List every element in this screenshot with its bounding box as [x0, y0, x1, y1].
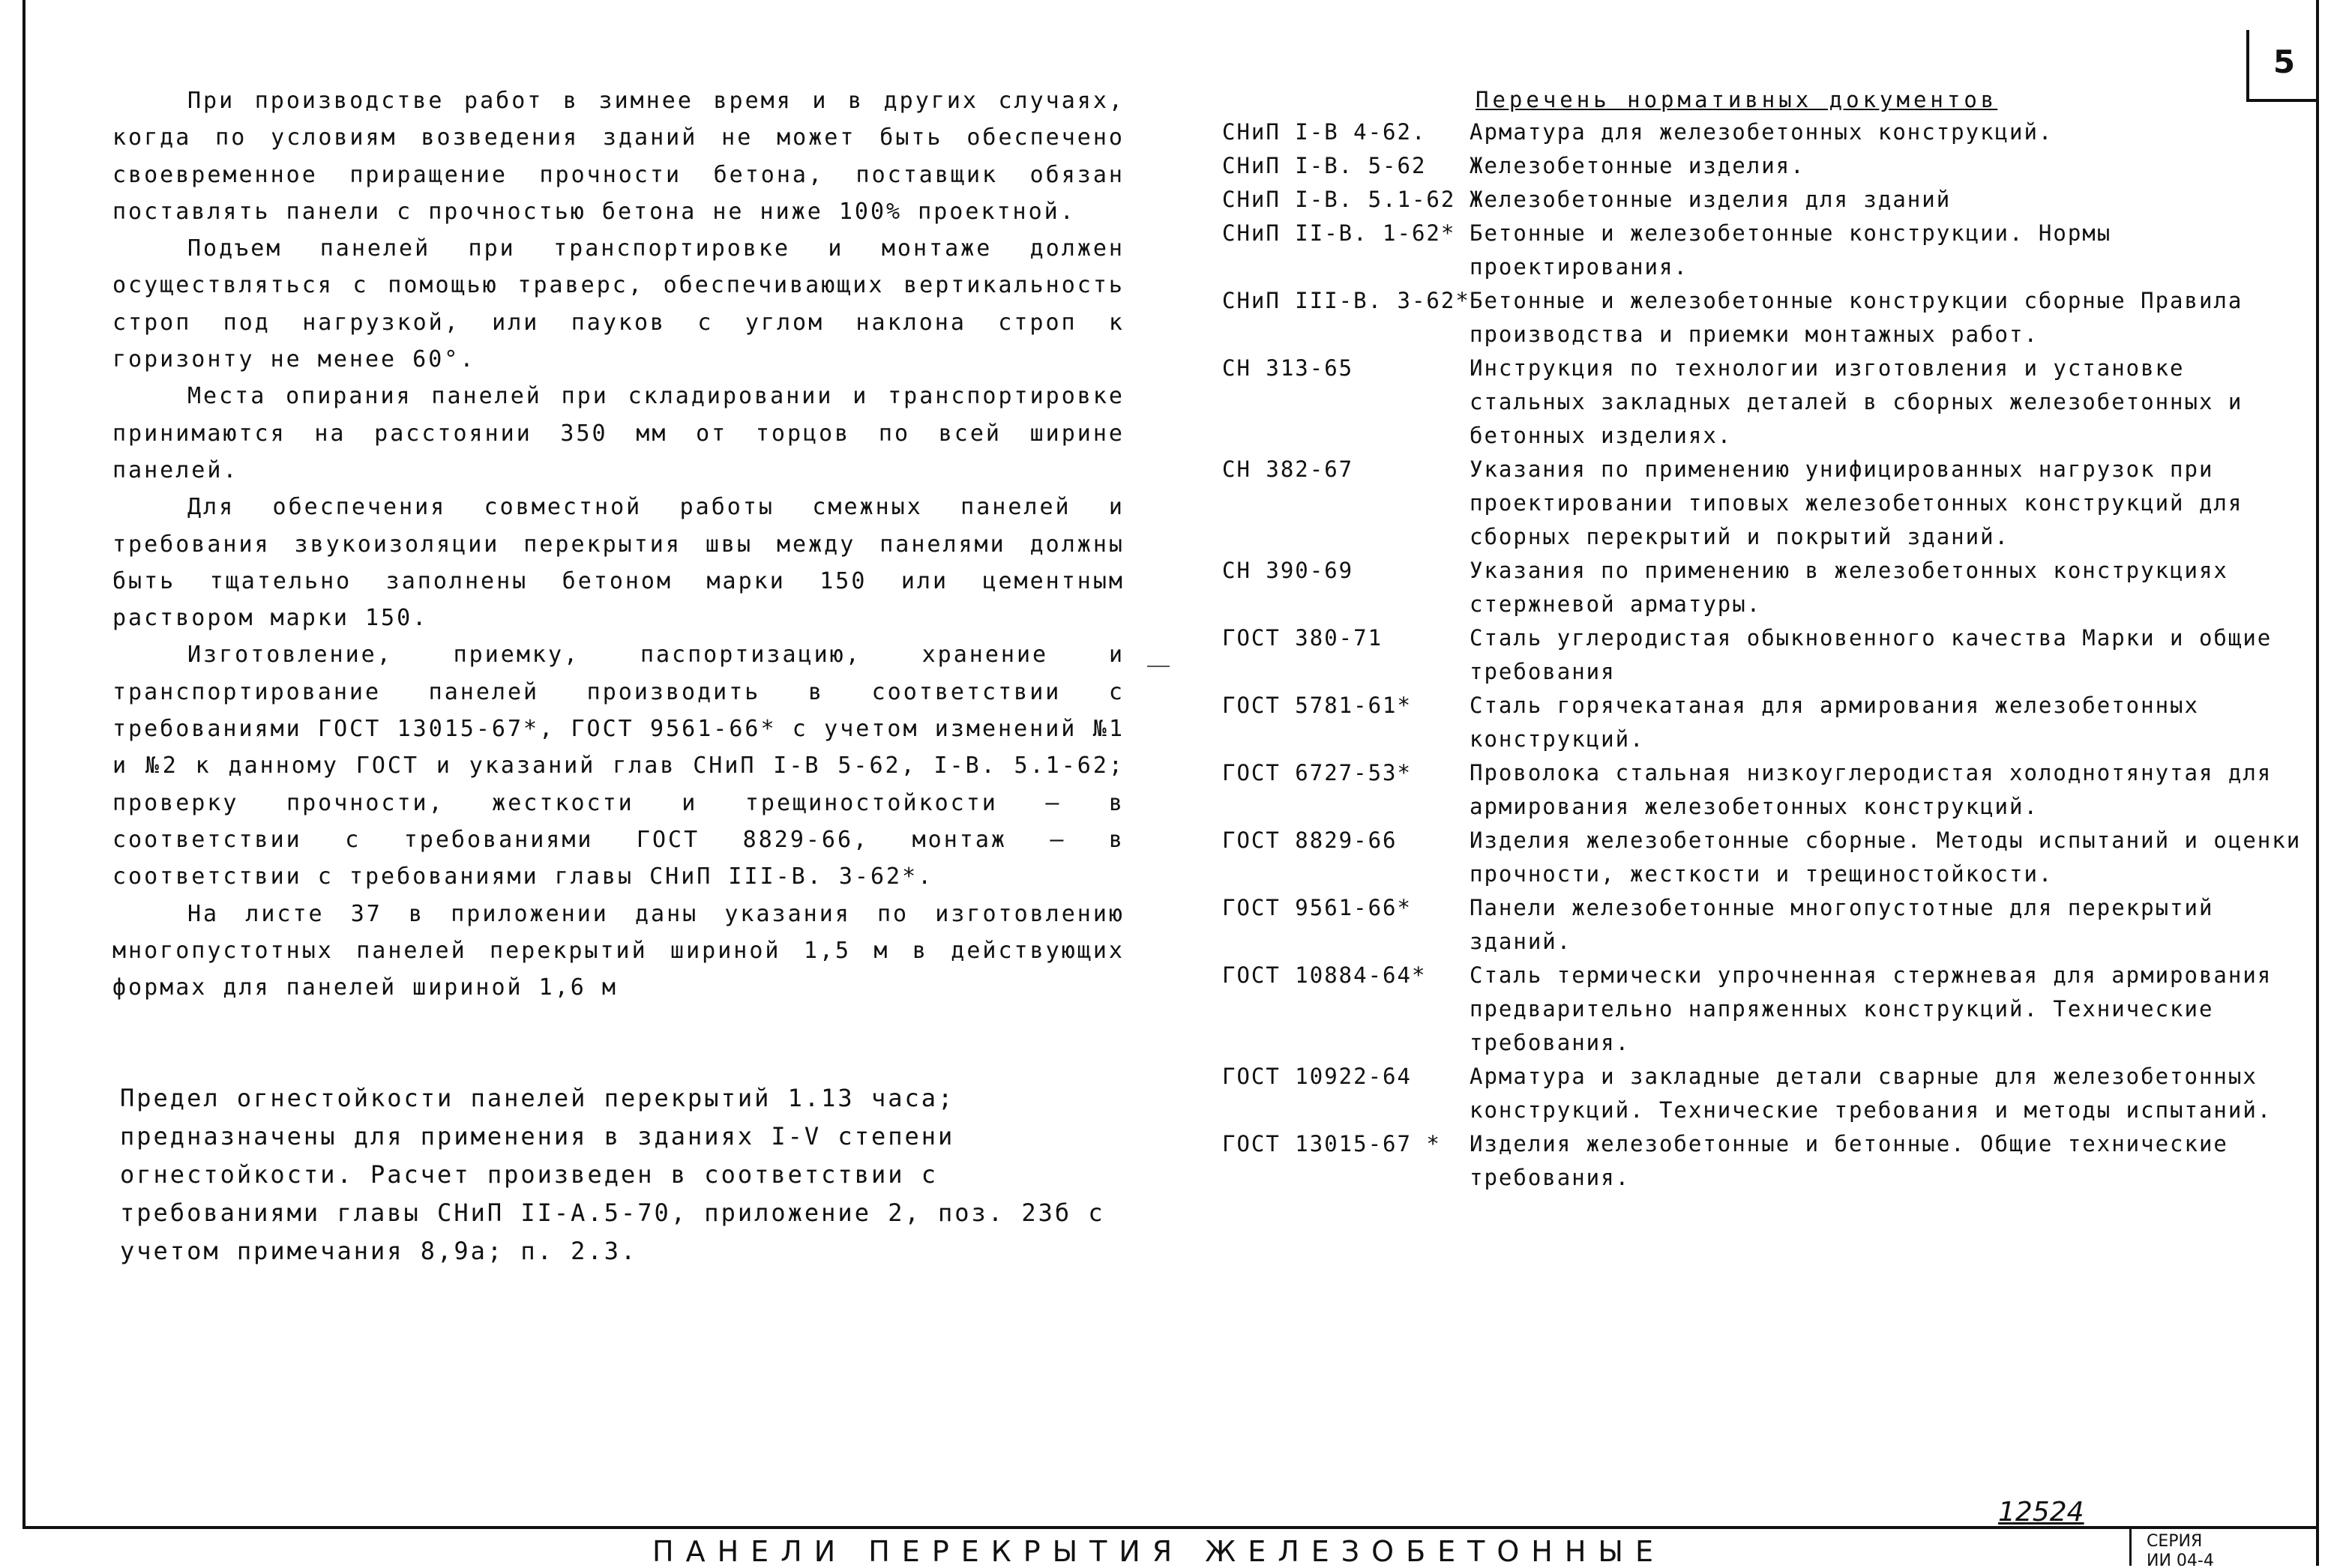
paragraph-manufacturing: Изготовление, приемку, паспортизацию, хранение и транспортирование панелей производить в соответствии с требованиями ГОСТ 13015-67*, ГОСТ 9561-66* с учетом изменений №1 и №2 к данному ГОСТ и указаний глав СНиП I-В 5-62, I-В. 5.1-62; проверку прочности, жесткости и трещиностойкости – в соответствии с требованиями ГОСТ 8829-66, монтаж – в соответствии с требованиями главы СНиП III-В. 3-62*.: [112, 642, 1125, 890]
frame-right-border: [2316, 0, 2319, 1566]
document-description: Проволока стальная низкоуглеродистая холоднотянутая для армирования железобетонных конструкций.: [1470, 760, 2273, 819]
document-description: Изделия железобетонные сборные. Методы испытаний и оценки прочности, жесткости и трещиностойкости.: [1470, 827, 2302, 887]
frame-left-border: [22, 0, 25, 1529]
document-description: Бетонные и железобетонные конструкции сборные Правила производства и приемки монтажных работ.: [1470, 288, 2243, 347]
document-entry: [1222, 352, 2302, 453]
paragraph-lifting: Подъем панелей при транспортировке и монтаже должен осуществляться с помощью траверс, обеспечивающих вертикальность строп под нагрузкой, или пауков с углом наклона строп к горизонту не менее 60°.: [112, 235, 1125, 373]
documents-list-title: Перечень нормативных документов: [1476, 87, 1998, 112]
document-description: Сталь термически упрочненная стержневая для армирования предварительно напряженных конструкций. Технические требования.: [1470, 962, 2273, 1055]
document-code: ГОСТ 380-71: [1222, 625, 1383, 651]
document-description: Панели железобетонные многопустотные для перекрытий зданий.: [1470, 895, 2214, 954]
document-entry: [1222, 1060, 2302, 1127]
document-description: Бетонные и железобетонные конструкции. Нормы проектирования.: [1470, 220, 2112, 280]
document-code: ГОСТ 13015-67 *: [1222, 1131, 1441, 1157]
document-entry: [1222, 1127, 2302, 1195]
document-entry: [1222, 621, 2302, 689]
document-code: СНиП I-В 4-62.: [1222, 119, 1427, 145]
normative-documents-list: [1222, 84, 2302, 1195]
document-entry: [1222, 149, 2302, 183]
document-entry: [1222, 824, 2302, 891]
document-entry: [1222, 183, 2302, 217]
document-entry: [1222, 115, 2302, 149]
document-code: СН 390-69: [1222, 558, 1354, 583]
frame-bottom-border: [22, 1526, 2318, 1529]
document-code: СНиП II-В. 1-62*: [1222, 220, 1456, 246]
document-description: Железобетонные изделия для зданий: [1470, 187, 1952, 212]
page-number: 5: [2273, 43, 2296, 80]
document-description: Арматура для железобетонных конструкций.: [1470, 119, 2054, 145]
document-code: СН 313-65: [1222, 355, 1354, 381]
document-entry: [1222, 217, 2302, 284]
document-code: ГОСТ 8829-66: [1222, 827, 1398, 853]
series-code: ИИ 04-4: [2147, 1552, 2214, 1566]
series-box: [2129, 1529, 2318, 1566]
document-description: Сталь углеродистая обыкновенного качества Марки и общие требования: [1470, 625, 2273, 684]
document-description: Арматура и закладные детали сварные для железобетонных конструкций. Технические требования и методы испытаний.: [1470, 1064, 2273, 1123]
document-code: ГОСТ 10884-64*: [1222, 962, 1427, 988]
paragraph-sheet-37: На листе 37 в приложении даны указания по изготовлению многопустотных панелей перекрытий шириной 1,5 м в действующих формах для панелей шириной 1,6 м: [112, 900, 1125, 1001]
document-code: СНиП I-В. 5-62: [1222, 153, 1427, 178]
document-description: Указания по применению унифицированных нагрузок при проектировании типовых железобетонных конструкций для сборных перекрытий и покрытий зданий.: [1470, 456, 2243, 549]
document-entry: [1222, 284, 2302, 352]
fire-resistance-note: Предел огнестойкости панелей перекрытий 1.13 часа; предназначены для применения в зданиях I-V степени огнестойкости. Расчет произведен в соответствии с требованиями главы СНиП II-А.5-70, приложение 2, поз. 23б с учетом примечания 8,9а; п. 2.3.: [120, 1084, 1105, 1265]
document-entry: [1222, 554, 2302, 621]
document-entry: [1222, 453, 2302, 554]
document-entry: [1222, 756, 2302, 824]
document-code: СНиП III-В. 3-62*: [1222, 288, 1470, 313]
document-code: СН 382-67: [1222, 456, 1354, 482]
document-code: ГОСТ 9561-66*: [1222, 895, 1412, 920]
paragraph-winter-works: При производстве работ в зимнее время и в других случаях, когда по условиям возведения зданий не может быть обеспечено своевременное приращение прочности бетона, поставщик обязан поставлять панели с прочностью бетона не ниже 100% проектной.: [112, 88, 1125, 225]
document-description: Железобетонные изделия.: [1470, 153, 1805, 178]
sheet-title: ПАНЕЛИ ПЕРЕКРЫТИЯ ЖЕЛЕЗОБЕТОННЫЕ: [652, 1535, 1665, 1568]
document-description: Указания по применению в железобетонных конструкциях стержневой арматуры.: [1470, 558, 2228, 617]
document-code: ГОСТ 10922-64: [1222, 1064, 1412, 1089]
paragraph-support-points: Места опирания панелей при складировании и транспортировке принимаются на расстоянии 350 мм от торцов по всей ширине панелей.: [112, 383, 1125, 483]
document-entry: [1222, 891, 2302, 959]
document-code: ГОСТ 6727-53*: [1222, 760, 1412, 785]
document-entry: [1222, 959, 2302, 1060]
paragraph-joints: Для обеспечения совместной работы смежных панелей и требования звукоизоляции перекрытия швы между панелями должны быть тщательно заполнены бетоном марки 150 или цементным раствором марки 150.: [112, 494, 1125, 632]
archive-number: 12524: [1998, 1497, 2084, 1528]
document-code: СНиП I-В. 5.1-62: [1222, 187, 1456, 212]
document-entry: [1222, 689, 2302, 756]
document-description: Изделия железобетонные и бетонные. Общие технические требования.: [1470, 1131, 2228, 1190]
document-description: Сталь горячекатаная для армирования железобетонных конструкций.: [1470, 693, 2199, 752]
document-code: ГОСТ 5781-61*: [1222, 693, 1412, 718]
divider-mark: [1147, 666, 1170, 667]
document-description: Инструкция по технологии изготовления и установке стальных закладных деталей в сборных железобетонных и бетонных изделиях.: [1470, 355, 2243, 448]
general-instructions: [112, 82, 1125, 1006]
series-label: СЕРИЯ: [2147, 1532, 2203, 1551]
